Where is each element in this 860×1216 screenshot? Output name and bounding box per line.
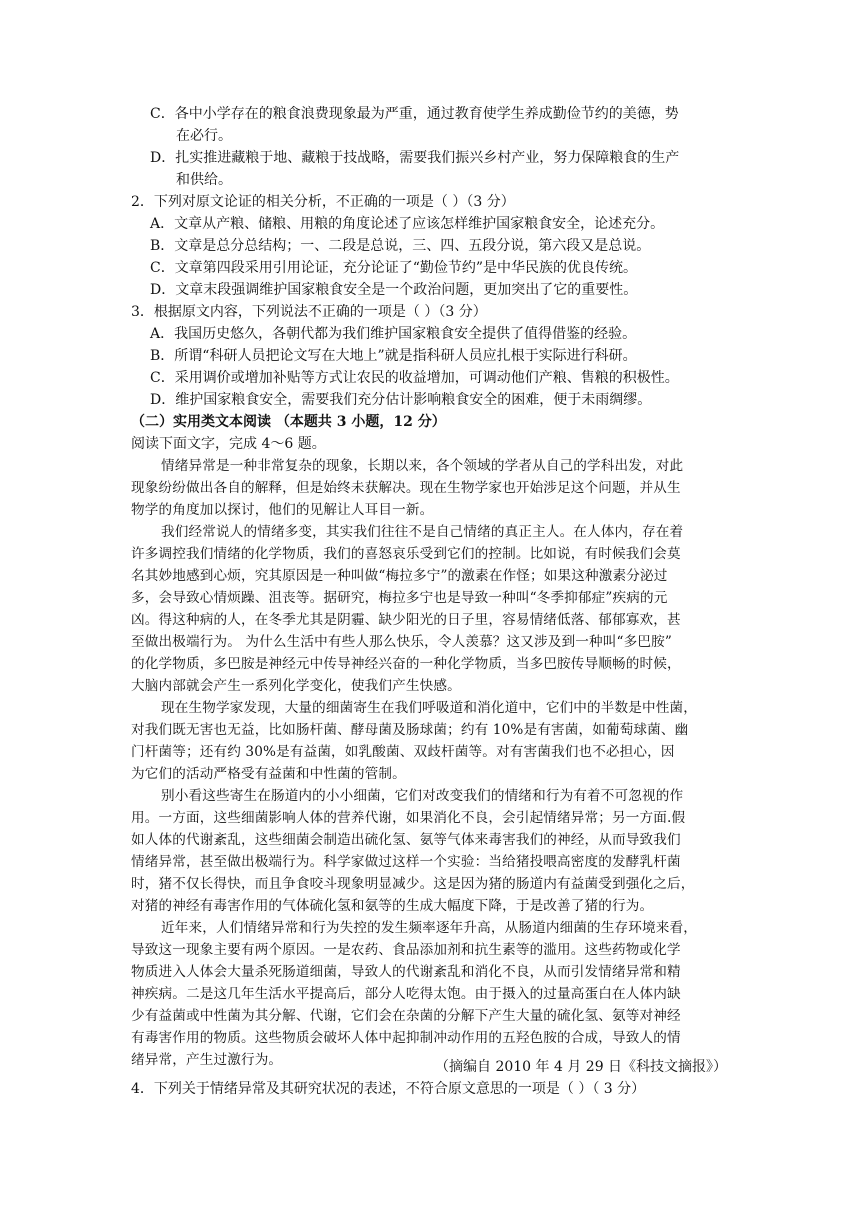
q3-option-c: C．采用调价或增加补贴等方式让农民的收益增加，可调动他们产粮、售粮的积极性。 — [150, 370, 679, 386]
q1-option-c-line1: C．各中小学存在的粮食浪费现象最为严重，通过教育使学生养成勤俭节约的美德，势 — [150, 106, 679, 122]
passage-line: 现在生物学家发现，大量的细菌寄生在我们呼吸道和消化道中，它们中的半数是中性菌， — [161, 700, 698, 716]
q2-option-d: D．文章末段强调维护国家粮食安全是一个政治问题，更加突出了它的重要性。 — [150, 282, 638, 298]
passage-line: 用。一方面，这些细菌影响人体的营养代谢，如果消化不良，会引起情绪异常；另一方面.假 — [131, 810, 686, 826]
passage-line: 物质进入人体会大量杀死肠道细菌，导致人的代谢紊乱和消化不良，从而引发情绪异常和精 — [131, 964, 681, 980]
passage-line: 名其妙地感到心烦，究其原因是一种叫做“梅拉多宁”的激素在作怪；如果这种激素分泌过 — [131, 568, 668, 584]
passage-line: 情绪异常是一种非常复杂的现象，长期以来，各个领域的学者从自己的学科出发，对此 — [161, 458, 684, 474]
q2-option-c: C．文章第四段采用引用论证，充分论证了“勤俭节约”是中华民族的优良传统。 — [150, 260, 638, 276]
passage-line: 近年来，人们情绪异常和行为失控的发生频率逐年升高，从肠道内细菌的生存环境来看， — [161, 920, 698, 936]
passage-line: 我们经常说人的情绪多变，其实我们往往不是自己情绪的真正主人。在人体内，存在着 — [161, 524, 684, 540]
reading-instruction: 阅读下面文字，完成 4～6 题。 — [131, 436, 326, 452]
passage-line: 多，会导致心情烦躁、沮丧等。据研究，梅拉多宁也是导致一种叫“冬季抑郁症”疾病的元 — [131, 590, 668, 606]
q1-option-c-line2: 在必行。 — [176, 128, 232, 144]
q1-option-d-line1: D．扎实推进藏粮于地、藏粮于技战略，需要我们振兴乡村产业，努力保障粮食的生产 — [150, 150, 680, 166]
passage-line: 为它们的活动严格受有益菌和中性菌的管制。 — [131, 766, 406, 782]
passage-line: 别小看这些寄生在肠道内的小小细菌，它们对改变我们的情绪和行为有着不可忽视的作 — [161, 788, 684, 804]
passage-line: 情绪异常，甚至做出极端行为。科学家做过这样一个实验：当给猪投喂高密度的发酵乳杆菌 — [131, 854, 681, 870]
q3-option-d: D．维护国家粮食安全，需要我们充分估计影响粮食安全的困难，便于未雨绸缪。 — [150, 392, 652, 408]
passage-line: 导致这一现象主要有两个原因。一是农药、食品添加剂和抗生素等的滥用。这些药物或化学 — [131, 942, 681, 958]
q3-option-a: A．我国历史悠久，各朝代都为我们维护国家粮食安全提供了值得借鉴的经验。 — [150, 326, 637, 342]
passage-line: 凶。得这种病的人，在冬季尤其是阴霾、缺少阳光的日子里，容易情绪低落、郁郁寡欢，甚 — [131, 612, 681, 628]
passage-line: 门杆菌等；还有约 30%是有益菌，如乳酸菌、双歧杆菌等。对有害菌我们也不必担心，因 — [131, 744, 675, 760]
passage-line: 现象纷纷做出各自的解释，但是始终未获解决。现在生物学家也开始涉足这个问题，并从生 — [131, 480, 681, 496]
passage-line: 绪异常，产生过激行为。 — [131, 1052, 283, 1068]
passage-line: 至做出极端行为。 为什么生活中有些人那么快乐，令人羡慕？这又涉及到一种叫“多巴胺” — [131, 634, 672, 650]
passage-line: 时，猪不仅长得快，而且争食咬斗现象明显减少。这是因为猪的肠道内有益菌受到强化之后， — [131, 876, 695, 892]
passage-line: 神疾病。二是这几年生活水平提高后，部分人吃得太饱。由于摄入的过量高蛋白在人体内缺 — [131, 986, 681, 1002]
passage-line: 对猪的神经有毒害作用的气体硫化氢和氨等的生成大幅度下降，于是改善了猪的行为。 — [131, 898, 654, 914]
passage-line: 许多调控我们情绪的化学物质，我们的喜怒哀乐受到它们的控制。比如说，有时候我们会莫 — [131, 546, 681, 562]
section-heading: （二）实用类文本阅读 （本题共 3 小题，12 分） — [131, 414, 446, 430]
question-2: 2．下列对原文论证的相关分析，不正确的一项是（ ）（3 分） — [131, 194, 515, 210]
passage-line: 物学的角度加以探讨，他们的见解让人耳目一新。 — [131, 502, 434, 518]
passage-line: 有毒害作用的物质。这些物质会破坏人体中起抑制冲动作用的五羟色胺的合成，导致人的情 — [131, 1030, 681, 1046]
question-4: 4．下列关于情绪异常及其研究状况的表述，不符合原文意思的一项是（ ）（ 3 分） — [131, 1081, 646, 1097]
q2-option-a: A．文章从产粮、储粮、用粮的角度论述了应该怎样维护国家粮食安全，论述充分。 — [150, 216, 665, 232]
passage-line: 大脑内部就会产生一系列化学变化，使我们产生快感。 — [131, 678, 461, 694]
q3-option-b: B．所谓“科研人员把论文写在大地上”就是指科研人员应扎根于实际进行科研。 — [150, 348, 637, 364]
passage-line: 的化学物质，多巴胺是神经元中传导神经兴奋的一种化学物质，当多巴胺传导顺畅的时候， — [131, 656, 681, 672]
passage-line: 少有益菌或中性菌为其分解、代谢，它们会在杂菌的分解下产生大量的硫化氢、氨等对神经 — [131, 1008, 681, 1024]
source-citation: （摘编自 2010 年 4 月 29 日《科技文摘报》） — [435, 1059, 728, 1075]
q2-option-b: B．文章是总分总结构；一、二段是总说，三、四、五段分说，第六段又是总说。 — [150, 238, 651, 254]
q1-option-d-line2: 和供给。 — [176, 172, 232, 188]
passage-line: 对我们既无害也无益，比如肠杆菌、酵母菌及肠球菌；约有 10%是有害菌，如葡萄球菌、幽 — [131, 722, 689, 738]
passage-line: 如人体的代谢紊乱，这些细菌会制造出硫化氢、氨等气体来毒害我们的神经，从而导致我们 — [131, 832, 681, 848]
question-3: 3．根据原文内容，下列说法不正确的一项是（ ）（3 分） — [131, 304, 487, 320]
